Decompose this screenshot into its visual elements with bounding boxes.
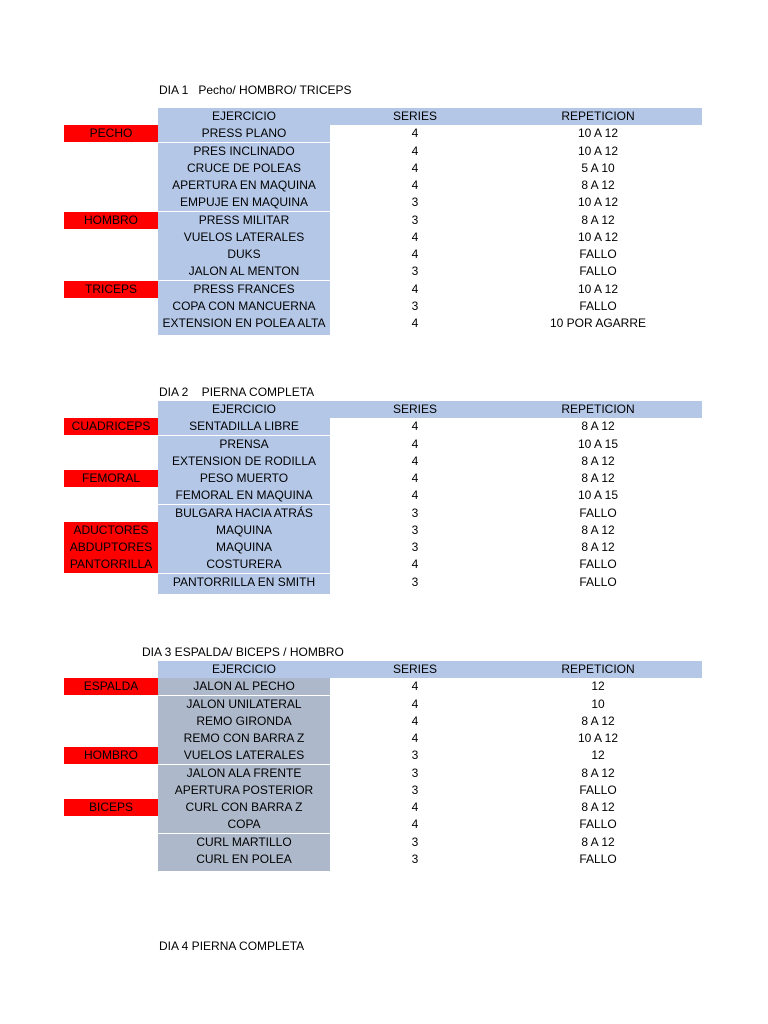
exercise-cell: PRES INCLINADO	[158, 143, 330, 160]
series-cell: 4	[411, 126, 419, 140]
reps-cell: FALLO	[579, 247, 617, 261]
reps-cell: 10 POR AGARRE	[549, 316, 647, 330]
reps-cell: 8 A 12	[581, 523, 615, 537]
header-exercise: EJERCICIO	[158, 661, 330, 678]
series-cell: 4	[411, 697, 419, 711]
series-cell: 4	[411, 800, 419, 814]
exercise-column-end	[158, 591, 330, 594]
exercise-cell: JALON ALA FRENTE	[158, 765, 330, 782]
series-cell: 4	[411, 144, 419, 158]
reps-cell: 8 A 12	[581, 454, 615, 468]
reps-cell: FALLO	[579, 852, 617, 866]
reps-cell: FALLO	[579, 575, 617, 589]
reps-cell: FALLO	[579, 299, 617, 313]
day-2-title: DIA 2 PIERNA COMPLETA	[159, 385, 315, 399]
header-reps: REPETICION	[561, 662, 635, 676]
reps-cell: 10 A 12	[577, 126, 619, 140]
exercise-cell: JALON AL MENTON	[158, 263, 330, 280]
header-reps: REPETICION	[561, 109, 635, 123]
reps-cell: 8 A 12	[581, 835, 615, 849]
series-cell: 4	[411, 817, 419, 831]
exercise-cell: PANTORRILLA EN SMITH	[158, 574, 330, 591]
reps-cell: FALLO	[579, 506, 617, 520]
reps-cell: 8 A 12	[581, 800, 615, 814]
muscle-group-label: ESPALDA	[64, 678, 158, 695]
reps-cell: 8 A 12	[581, 714, 615, 728]
series-cell: 3	[411, 195, 419, 209]
muscle-group-label: ABDUPTORES	[64, 539, 158, 556]
reps-cell: 10 A 12	[577, 144, 619, 158]
series-cell: 4	[411, 161, 419, 175]
muscle-group-label: TRICEPS	[64, 281, 158, 298]
muscle-group-label: PANTORRILLA	[64, 556, 158, 573]
header-series: SERIES	[392, 109, 437, 123]
muscle-group-label: CUADRICEPS	[64, 418, 158, 435]
exercise-column-end	[158, 868, 330, 871]
exercise-column-end	[158, 332, 330, 335]
exercise-cell: JALON UNILATERAL	[158, 696, 330, 713]
series-cell: 4	[411, 316, 419, 330]
reps-cell: 12	[591, 748, 605, 762]
series-cell: 3	[411, 835, 419, 849]
series-cell: 4	[411, 282, 419, 296]
series-cell: 4	[411, 230, 419, 244]
exercise-cell: FEMORAL EN MAQUINA	[158, 487, 330, 504]
day-4-title: DIA 4 PIERNA COMPLETA	[159, 939, 305, 953]
muscle-group-label: FEMORAL	[64, 470, 158, 487]
header-exercise: EJERCICIO	[158, 401, 330, 418]
reps-cell: 10 A 12	[577, 230, 619, 244]
exercise-cell: APERTURA POSTERIOR	[158, 782, 330, 799]
series-cell: 3	[411, 783, 419, 797]
reps-cell: 10 A 15	[577, 437, 619, 451]
exercise-cell: APERTURA EN MAQUINA	[158, 177, 330, 194]
reps-cell: 8 A 12	[581, 419, 615, 433]
exercise-cell: BULGARA HACIA ATRÁS	[158, 505, 330, 522]
series-cell: 3	[411, 575, 419, 589]
reps-cell: FALLO	[579, 557, 617, 571]
series-cell: 3	[411, 299, 419, 313]
series-cell: 3	[411, 523, 419, 537]
series-cell: 3	[411, 766, 419, 780]
reps-cell: 10 A 12	[577, 195, 619, 209]
series-cell: 4	[411, 488, 419, 502]
exercise-cell: COSTURERA	[158, 556, 330, 573]
series-cell: 4	[411, 714, 419, 728]
exercise-cell: PRENSA	[158, 436, 330, 453]
exercise-cell: JALON AL PECHO	[158, 678, 330, 695]
reps-cell: 10	[591, 697, 605, 711]
exercise-cell: MAQUINA	[158, 539, 330, 556]
reps-cell: 10 A 15	[577, 488, 619, 502]
reps-cell: 8 A 12	[581, 213, 615, 227]
header-reps: REPETICION	[561, 402, 635, 416]
muscle-group-label: BICEPS	[64, 799, 158, 816]
series-cell: 4	[411, 247, 419, 261]
series-cell: 3	[411, 748, 419, 762]
day-3-title: DIA 3 ESPALDA/ BICEPS / HOMBRO	[142, 645, 344, 659]
exercise-cell: EXTENSION DE RODILLA	[158, 453, 330, 470]
exercise-cell: COPA CON MANCUERNA	[158, 298, 330, 315]
reps-cell: 10 A 12	[577, 731, 619, 745]
exercise-cell: CURL EN POLEA	[158, 851, 330, 868]
reps-cell: FALLO	[579, 817, 617, 831]
exercise-cell: PESO MUERTO	[158, 470, 330, 487]
series-cell: 4	[411, 679, 419, 693]
reps-cell: 10 A 12	[577, 282, 619, 296]
muscle-group-label: ADUCTORES	[64, 522, 158, 539]
reps-cell: 8 A 12	[581, 540, 615, 554]
series-cell: 4	[411, 454, 419, 468]
exercise-cell: CRUCE DE POLEAS	[158, 160, 330, 177]
exercise-cell: COPA	[158, 816, 330, 833]
reps-cell: 8 A 12	[581, 471, 615, 485]
series-cell: 4	[411, 471, 419, 485]
exercise-cell: PRESS MILITAR	[158, 212, 330, 229]
header-series: SERIES	[392, 402, 437, 416]
header-series: SERIES	[392, 662, 437, 676]
header-exercise: EJERCICIO	[158, 108, 330, 125]
series-cell: 3	[411, 213, 419, 227]
series-cell: 3	[411, 852, 419, 866]
series-cell: 4	[411, 437, 419, 451]
exercise-cell: REMO GIRONDA	[158, 713, 330, 730]
muscle-group-label: PECHO	[64, 125, 158, 142]
reps-cell: FALLO	[579, 264, 617, 278]
series-cell: 3	[411, 540, 419, 554]
series-cell: 4	[411, 557, 419, 571]
series-cell: 4	[411, 731, 419, 745]
day-1-title: DIA 1 Pecho/ HOMBRO/ TRICEPS	[159, 83, 352, 97]
series-cell: 4	[411, 178, 419, 192]
exercise-cell: EMPUJE EN MAQUINA	[158, 194, 330, 211]
exercise-cell: MAQUINA	[158, 522, 330, 539]
exercise-cell: PRESS FRANCES	[158, 281, 330, 298]
muscle-group-label: HOMBRO	[64, 212, 158, 229]
exercise-cell: CURL MARTILLO	[158, 834, 330, 851]
exercise-cell: PRESS PLANO	[158, 125, 330, 142]
reps-cell: 8 A 12	[581, 766, 615, 780]
series-cell: 3	[411, 264, 419, 278]
reps-cell: 8 A 12	[581, 178, 615, 192]
exercise-cell: EXTENSION EN POLEA ALTA	[158, 315, 330, 332]
muscle-group-label: HOMBRO	[64, 747, 158, 764]
reps-cell: FALLO	[579, 783, 617, 797]
exercise-cell: CURL CON BARRA Z	[158, 799, 330, 816]
reps-cell: 5 A 10	[581, 161, 615, 175]
exercise-cell: SENTADILLA LIBRE	[158, 418, 330, 435]
series-cell: 4	[411, 419, 419, 433]
series-cell: 3	[411, 506, 419, 520]
reps-cell: 12	[591, 679, 605, 693]
exercise-cell: DUKS	[158, 246, 330, 263]
exercise-cell: VUELOS LATERALES	[158, 747, 330, 764]
exercise-cell: VUELOS LATERALES	[158, 229, 330, 246]
exercise-cell: REMO CON BARRA Z	[158, 730, 330, 747]
